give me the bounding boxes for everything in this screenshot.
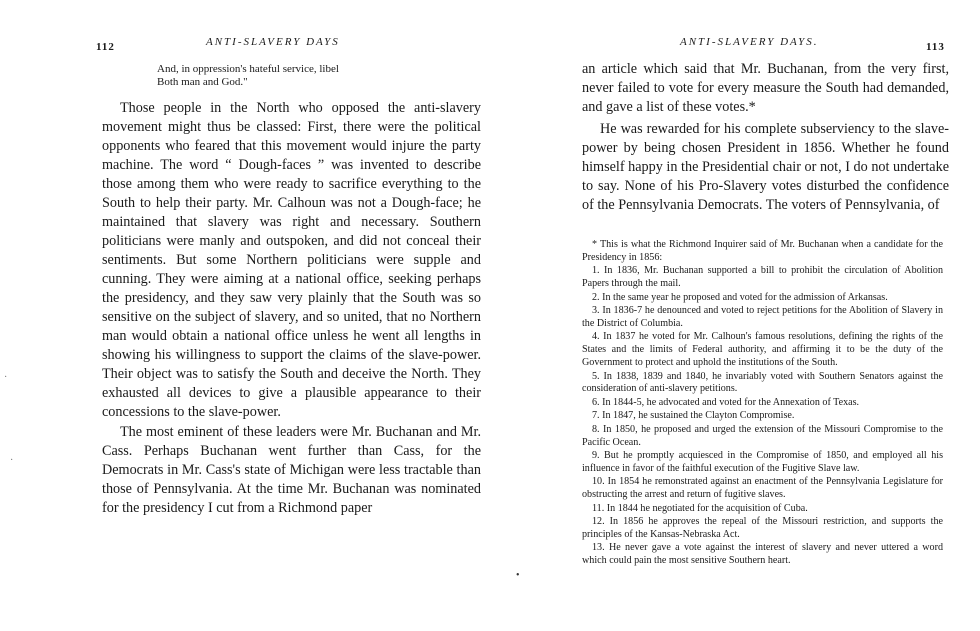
margin-mark: · [4,372,8,383]
footnote-item: 8. In 1850, he proposed and urged the extension of the Missouri Compromise to the Pacific Ocean. [582,423,943,448]
left-page-number: 112 [96,41,115,53]
paragraph: He was rewarded for his complete subserviency to the slave-power by being chosen President in 1856. Whether he found himself happy in the Presidential chair or not, I do not undertake to say. None of his Pro-Slavery votes disturbed the confidence of the Pennsylvania Democrats. The voters of Pennsylvania, of [582,121,949,213]
footnote-item: 12. In 1856 he approves the repeal of the Missouri restriction, and supports the principles of the Kansas-Nebraska Act. [582,516,943,540]
margin-mark: · [10,455,14,466]
right-page-number: 113 [926,41,945,53]
footnote-item: 4. In 1837 he voted for Mr. Calhoun's famous resolutions, defining the rights of the States and the limits of Federal authority, and affirming it to be the duty of the Government to protect and uphold the institutions of the South. [582,331,943,369]
verse-quote [157,63,339,89]
footnote-intro: * This is what the Richmond Inquirer said of Mr. Buchanan when a candidate for the Presidency in 1856: [582,239,943,263]
footnote-item: 11. In 1844 he negotiated for the acquisition of Cuba. [592,502,808,514]
footnote-item: 10. In 1854 he remonstrated against an enactment of the Pennsylvania Legislature for obstructing the arrest and return of fugitive slaves. [582,476,943,501]
footnote-item: 1. In 1836, Mr. Buchanan supported a bill to prohibit the circulation of Abolition Papers through the mail. [582,265,943,290]
footnote-item: 6. In 1844-5, he advocated and voted for the Annexation of Texas. [592,396,860,408]
footnotes [582,239,943,569]
footnote-item: 9. But he promptly acquiesced in the Compromise of 1850, and employed all his influence in favor of the faithful execution of the Fugitive Slave law. [582,450,943,474]
footnote-item: 2. In the same year he proposed and voted for the admission of Arkansas. [592,291,888,303]
footnote-item: 7. In 1847, he sustained the Clayton Compromise. [592,410,795,422]
paragraph: an article which said that Mr. Buchanan, from the very first, never failed to vote for every measure the South had demanded, and gave a list of these votes.* [582,61,949,115]
left-body-text [102,99,481,518]
verse-line: And, in oppression's hateful service, libel [157,63,339,75]
right-body-text [582,60,949,215]
footnote-item: 5. In 1838, 1839 and 1840, he invariably voted with Southern Senators against the consideration of anti-slavery petitions. [582,370,943,395]
left-running-head: ANTI-SLAVERY DAYS [206,36,340,48]
right-running-head: ANTI-SLAVERY DAYS. [680,36,819,48]
footnote-item: 3. In 1836-7 he denounced and voted to reject petitions for the Abolition of Slavery in the District of Columbia. [582,305,943,329]
right-page [490,0,980,631]
paragraph: Those people in the North who opposed the anti-slavery movement might thus be classed: First, there were the political opponents who feared that this movement would injure the party machine. The word “ Dough-faces ” was invented to describe those among them who were ready to sacrifice everything to the South to help their party. Mr. Calhoun was not a Dough-face; he maintained that slavery was right and necessary. Southern politicians were manly and outspoken, and did not conceal their sentiments. But some Northern politicians were supple and cunning. They were aiming at a national office, seeking perhaps the presidency, and they saw very plainly that the South was so sensitive on the subject of slavery, and so united, that no Northern man would obtain a national office unless he went all lengths in showing his willingness to support the claims of the slave-power. Their object was to satisfy the South and deceive the North. They exhausted all devices to give a plausible appearance to their concessions to the slave-power. [102,100,481,420]
verse-line: Both man and God." [157,76,248,88]
margin-mark: • [516,570,520,581]
paragraph: The most eminent of these leaders were Mr. Buchanan and Mr. Cass. Perhaps Buchanan went further than Cass, for the Democrats in Mr. Cass's state of Michigan were less tractable than those of Pennsylvania. At the time Mr. Buchanan was nominated for the presidency I cut from a Richmond paper [102,424,481,516]
footnote-item: 13. He never gave a vote against the interest of slavery and never uttered a word which could pain the most sensitive Southern heart. [582,542,943,567]
